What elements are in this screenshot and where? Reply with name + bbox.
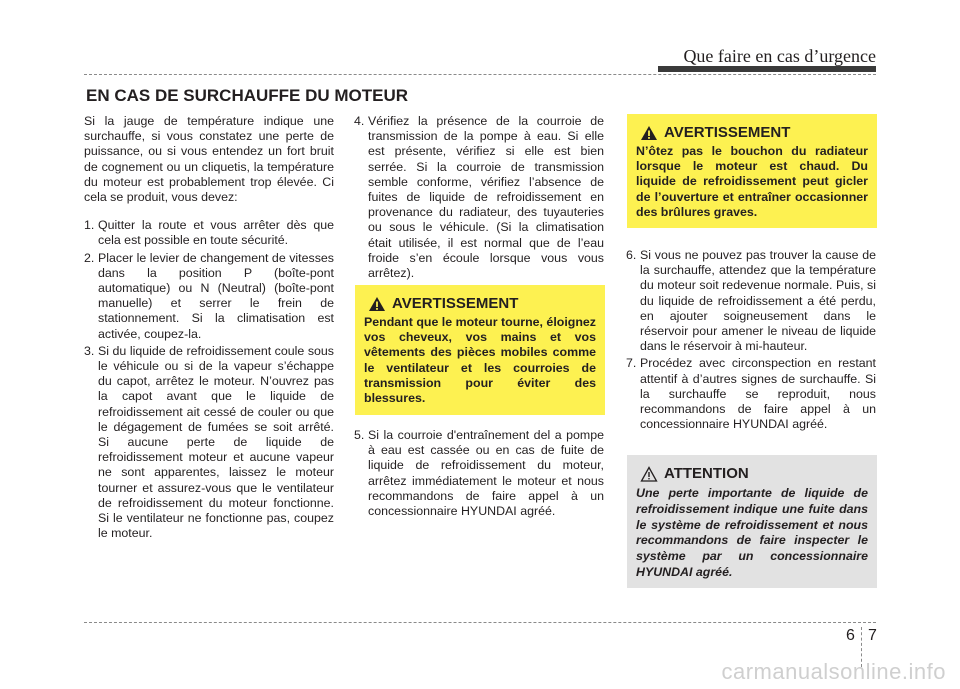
step-number: 5. [354,428,365,442]
top-divider [84,74,876,75]
list-item [84,218,334,248]
list-item [626,356,876,432]
step-number: 1. [84,218,95,233]
step-text: Si vous ne pouvez pas trouver la cause de la surchauffe, attendez que la température du moteur soit redevenue normale. Puis, si du liquide de refroidissement a été perdu, en ajouter soigneusement dans le réservoir pour amener le niveau de liquide dans le réservoir à mi-hauteur. [640,248,876,354]
list-item [354,428,604,519]
caution-title: ATTENTION [664,465,749,482]
step-text: Vérifiez la présence de la courroie de transmission de la pompe à eau. Si elle est présente, vérifiez si elle est bien serrée. Si la courroie de transmission semble conforme, vérifiez l’absence de fuites de liquide de refroidissement en provenance du radiateur, des tuyauteries ou sous le véhicule. (Si la climatisation était utilisée, il est normal que de l’eau froide s’en écoule lorsque vous vous arrêtez). [368,114,604,281]
list-item [84,251,334,342]
warning-box-radiator-cap [627,114,877,228]
warning-title: AVERTISSEMENT [392,295,519,312]
bottom-divider [84,622,876,623]
column-2 [354,114,604,283]
warning-box-moving-parts [355,285,605,415]
step-text: Quitter la route et vous arrêter dès que cela est possible en toute sécurité. [98,218,334,248]
column-2-lower [354,428,604,521]
caution-triangle-icon [640,466,658,482]
column-1 [84,114,334,543]
page-number-page: 7 [868,627,877,644]
warning-text: N’ôtez pas le bouchon du radiateur lorsque le moteur est chaud. Du liquide de refroidissement peut gicler de l’ouverture et entraîner occasionner des brûlures graves. [636,144,868,219]
header-rule [658,66,876,72]
caution-box-coolant-loss [627,455,877,588]
step-text: Si du liquide de refroidissement coule sous le véhicule ou si de la vapeur s’échappe du capot, arrêtez le moteur. N’ouvrez pas la capot avant que le liquide de refroidissement ait cessé de couler ou que le dégagement de fumées se soit arrêté. Si aucune perte de liquide de refroidissement moteur et aucune vapeur ne sont apparentes, laissez le moteur tourner et assurez-vous que le ventilateur de refroidissement du moteur fonctionne. Si le ventilateur ne fonctionne pas, coupez le moteur. [98,343,334,541]
step-text: Placer le levier de changement de vitesses dans la position P (boîte-pont automatique) ou N (Neutral) (boîte-pont manuelle) et serrer le frein de stationnement. Si la climatisation est activée, coupez-la. [98,250,334,341]
chapter-title: Que faire en cas d’urgence [683,46,876,66]
step-number: 7. [626,356,637,371]
step-text: Procédez avec circonspection en restant attentif à d’autres signes de surchauffe. Si la surchauffe se reproduit, nous recommandons de faire appel à un concessionnaire HYUNDAI agréé. [640,356,876,432]
warning-triangle-icon [640,125,658,141]
column-3 [626,248,876,434]
list-item [84,344,334,542]
page-number-chapter: 6 [846,627,855,644]
intro-paragraph: Si la jauge de température indique une surchauffe, si vous constatez une perte de puissance, ou si vous entendez un fort bruit de cognement ou un cliquetis, la température du moteur est probablement trop élevée. Ci cela se produit, vous devez: [84,114,334,205]
list-item [354,114,604,281]
warning-title: AVERTISSEMENT [664,124,791,141]
warning-triangle-icon [368,296,386,312]
section-heading: EN CAS DE SURCHAUFFE DU MOTEUR [86,86,409,105]
step-text: Si la courroie d'entraînement del a pompe à eau est cassée ou en cas de fuite de liquide de refroidissement du moteur, arrêtez immédiatement le moteur et nous recommandons de faire appel à un concessionnaire HYUNDAI agréé. [368,428,604,519]
list-item [626,248,876,354]
step-number: 4. [354,114,365,128]
watermark: carmanualsonline.info [721,659,946,684]
step-number: 3. [84,343,95,358]
step-number: 2. [84,250,95,265]
step-number: 6. [626,248,637,262]
warning-text: Pendant que le moteur tourne, éloignez vos cheveux, vos mains et vos vêtements des pièces mobiles comme le ventilateur et les courroies de transmission pour éviter des blessures. [364,315,597,406]
caution-text: Une perte importante de liquide de refroidissement indique une fuite dans le système de refroidissement et nous recommandons de faire inspecter le système par un concessionnaire HYUNDAI agréé. [636,486,868,579]
